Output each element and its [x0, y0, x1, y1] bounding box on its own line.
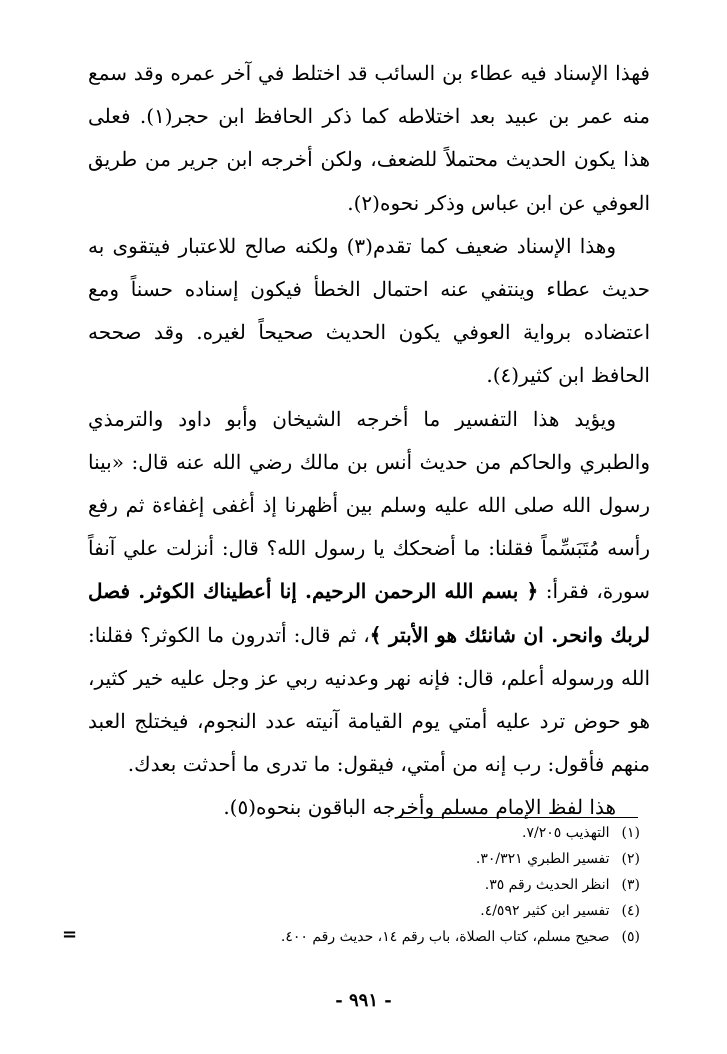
footnote-text: انظر الحديث رقم ٣٥. [484, 877, 610, 893]
footnote-1 [120, 820, 640, 846]
footnote-text: تفسير ابن كثير ٤/٥٩٢. [480, 903, 610, 919]
footnote-5 [120, 924, 640, 950]
footnote-number: (٥) [621, 929, 640, 945]
paragraph-2: وهذا الإسناد ضعيف كما تقدم(٣) ولكنه صالح للاعتبار فيتقوى به حديث عطاء وينتفي عنه احتمال الخطأ فيكون إسناده حسناً ومع اعتضاده برواية العوفي يكون الحديث صحيحاً لغيره. وقد صححه الحافظ ابن كثير(٤). [88, 233, 650, 388]
main-text [88, 52, 650, 830]
footnote-3 [120, 872, 640, 898]
footnote-text: صحيح مسلم، كتاب الصلاة، باب رقم ١٤، حديث رقم ٤٠٠. [280, 929, 610, 945]
page-number: - ٩٩١ - [335, 990, 392, 1011]
paragraph-3 [88, 398, 650, 787]
quran-verse: ﴿ بسم الله الرحمن الرحيم. إنا أعطيناك الكوثر. فصل لربك وانحر. ان شانئك هو الأبتر ﴾ [88, 579, 650, 647]
paragraph-3-part-1: ويؤيد هذا التفسير ما أخرجه الشيخان وأبو داود والترمذي والطبري والحاكم من حديث أنس بن مالك رضي الله عنه قال: «بينا رسول الله صلى الله عليه وسلم بين أظهرنا إذ أغفى إغفاءة ثم رفع رأسه مُتَبَسِّماً فقلنا: ما أضحكك يا رسول الله؟ قال: أنزلت علي آنفاً سورة، فقرأ: [88, 406, 651, 604]
footnote-number: (٤) [621, 903, 640, 919]
paragraph-4: هذا لفظ الإمام مسلم وأخرجه الباقون بنحوه(٥). [223, 795, 616, 820]
footnote-divider [398, 817, 638, 818]
paragraph-3-part-2: ، ثم قال: أتدرون ما الكوثر؟ فقلنا: الله ورسوله أعلم، قال: فإنه نهر وعدنيه ربي عز وجل عليه خير كثير، هو حوض ترد عليه أمتي يوم القيامة آنيته عدد النجوم، فيختلج العبد منهم فأقول: رب إنه من أمتي، فيقول: ما تدرى ما أحدثت بعدك. [88, 622, 650, 777]
footnote-4 [120, 898, 640, 924]
footnote-text: التهذيب ٧/٢٠٥. [522, 825, 610, 841]
continuation-mark: = [62, 924, 78, 945]
footnote-2 [120, 846, 640, 872]
paragraph-1: فهذا الإسناد فيه عطاء بن السائب قد اختلط في آخر عمره وقد سمع منه عمر بن عبيد بعد اختلاطه كما ذكر الحافظ ابن حجر(١). فعلى هذا يكون الحديث محتملاً للضعف، ولكن أخرجه ابن جرير من طريق العوفي عن ابن عباس وذكر نحوه(٢). [88, 61, 650, 215]
footnotes [120, 820, 640, 950]
footnote-number: (٣) [621, 877, 640, 893]
footnote-number: (١) [621, 825, 640, 841]
footnote-text: تفسير الطبري ٣٠/٣٢١. [475, 851, 610, 867]
footnote-number: (٢) [621, 851, 640, 867]
